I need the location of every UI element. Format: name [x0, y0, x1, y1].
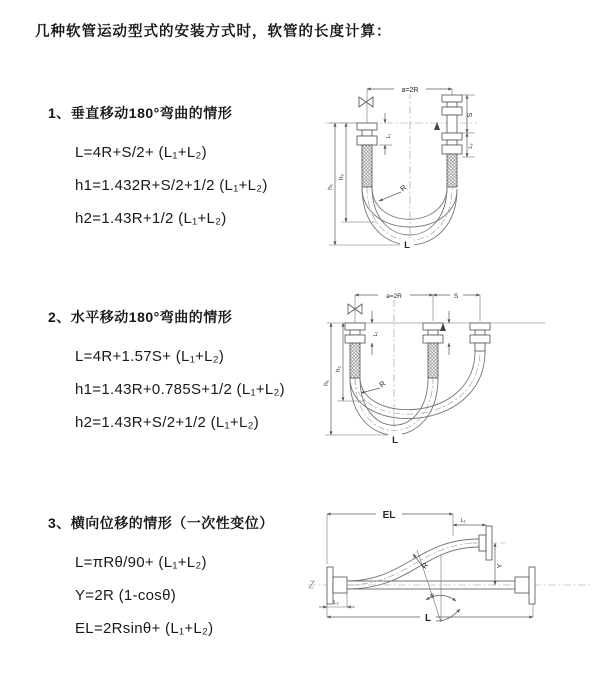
dim-label-l1: L₁	[373, 331, 379, 337]
centerline-end-mark	[309, 581, 314, 588]
flange-fitting-left	[345, 323, 365, 378]
radius-leader	[379, 183, 409, 201]
dim-label-l1: L₁	[460, 518, 466, 524]
section-2	[48, 307, 285, 439]
flange-fitting-right-lower	[442, 133, 462, 187]
formula-line: h1=1.43R+0.785S+1/2 (L₁+L₂)	[75, 381, 285, 398]
formula-line: h2=1.43R+S/2+1/2 (L₁+L₂)	[75, 414, 260, 431]
dim-label-a2r: a=2R	[386, 293, 402, 300]
diagram-lateral-displacement	[300, 500, 600, 645]
section-3-formulas	[75, 546, 274, 645]
section-2-formulas	[75, 340, 285, 439]
dimension-l1	[379, 113, 392, 155]
length-label	[400, 238, 414, 251]
dim-label-l2: L₂	[468, 143, 474, 149]
diagram-vertical-180-bend	[315, 75, 595, 255]
dim-label-r: R	[377, 378, 388, 390]
dim-label-s: S	[453, 293, 459, 300]
flange-fitting-top-displaced	[479, 526, 492, 560]
dimension-l2	[462, 133, 475, 157]
dim-label-l2: L₂	[333, 600, 339, 606]
dimension-s	[433, 290, 480, 300]
dim-label-l: L	[404, 240, 410, 251]
dimension-s	[462, 95, 475, 133]
dimension-l	[327, 604, 533, 624]
page-title: 几种软管运动型式的安装方式时，软管的长度计算：	[35, 24, 392, 40]
section-1-formulas	[75, 136, 268, 235]
braided-hose	[447, 154, 457, 187]
dim-label-l1: L₁	[386, 133, 392, 139]
dim-label-theta: θ	[430, 593, 434, 600]
length-label	[388, 433, 402, 446]
dim-label-el: EL	[382, 510, 396, 521]
braided-hose	[350, 343, 360, 378]
dimension-el	[327, 507, 453, 564]
formula-line: L=πRθ/90+ (L₁+L₂)	[75, 554, 207, 571]
dim-label-s: S	[467, 112, 474, 118]
flange-fitting-middle	[423, 323, 443, 378]
section-3	[48, 513, 274, 645]
flange-fitting-left	[327, 567, 347, 604]
dimension-a2r	[355, 290, 433, 300]
formula-line: L=4R+1.57S+ (L₁+L₂)	[75, 348, 225, 365]
dimension-l2	[319, 593, 355, 607]
dim-label-h2: h₂	[338, 173, 345, 181]
flange-fitting-right	[470, 323, 490, 351]
formula-line: h1=1.432R+S/2+1/2 (L₁+L₂)	[75, 177, 268, 194]
dimension-a2r	[367, 84, 452, 94]
formula-line: L=4R+S/2+ (L₁+L₂)	[75, 144, 207, 161]
dim-label-r: R	[419, 560, 431, 571]
braided-hose	[428, 343, 438, 378]
diagram-horizontal-180-bend	[315, 283, 600, 453]
dim-label-y: Y	[497, 563, 504, 569]
dim-label-r: R	[398, 182, 409, 194]
dimension-y	[495, 543, 504, 585]
hose-arcs	[362, 187, 457, 245]
dimension-l1	[453, 518, 486, 530]
formula-line: Y=2R (1-cosθ)	[75, 587, 177, 604]
valve-icon	[359, 97, 373, 107]
dim-label-a2r: a=2R	[401, 87, 419, 94]
hose-s-curve	[347, 539, 479, 589]
dim-label-h1: h₁	[327, 184, 334, 190]
flange-fitting-right-original	[515, 567, 535, 604]
section-3-heading: 3、横向位移的情形（一次性变位）	[48, 515, 274, 531]
section-1-heading: 1、垂直移动180°弯曲的情形	[48, 105, 233, 121]
section-2-heading: 2、水平移动180°弯曲的情形	[48, 309, 233, 325]
formula-line: EL=2Rsinθ+ (L₁+L₂)	[75, 620, 214, 637]
dim-label-l: L	[392, 435, 398, 446]
hose-arcs	[350, 351, 485, 435]
dim-label-h1: h₁	[323, 380, 330, 386]
flange-fitting-right-upper	[442, 95, 462, 133]
section-1	[48, 103, 268, 235]
braided-hose	[362, 145, 372, 187]
formula-line: h2=1.43R+1/2 (L₁+L₂)	[75, 210, 227, 227]
flange-fitting-left	[357, 123, 377, 187]
radius-leader	[361, 379, 388, 393]
dim-label-h2: h₂	[335, 365, 342, 373]
dim-label-l: L	[424, 613, 432, 624]
